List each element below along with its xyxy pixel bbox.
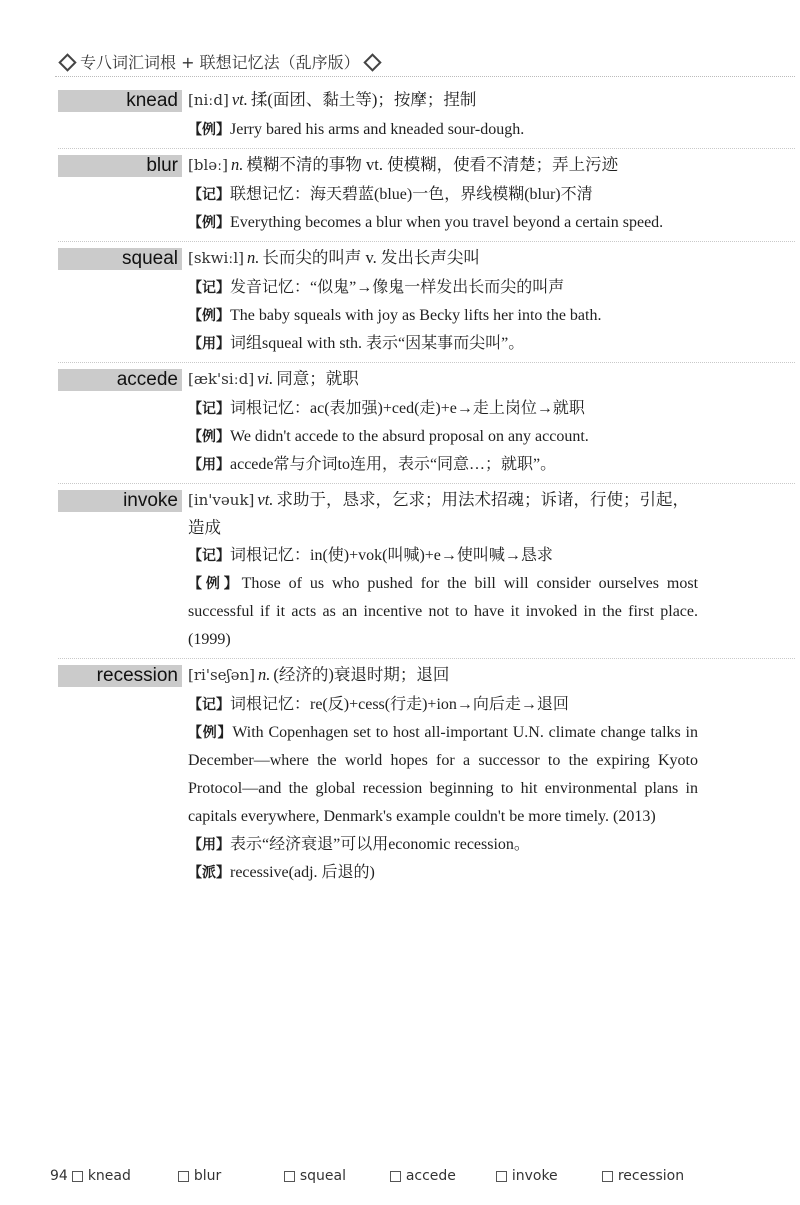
line-tag: 【例】	[188, 215, 230, 231]
part-of-speech: vi.	[257, 369, 274, 388]
part-of-speech: vt.	[231, 90, 248, 109]
line-tag: 【记】	[188, 548, 230, 564]
entry-squeal	[58, 244, 795, 363]
line-tag: 【用】	[188, 837, 230, 853]
memory-line	[188, 181, 698, 209]
line-tag: 【例】	[188, 576, 242, 592]
entry-accede	[58, 365, 795, 484]
line-text: 词根记忆：ac(表加强)+ced(走)+e→走上岗位→就职	[230, 400, 585, 417]
headword-bar	[58, 490, 182, 512]
headword: accede	[116, 369, 178, 390]
line-text: With Copenhagen set to host all-important U.N. climate change talks in December—where the world hopes for a successor to the expiring Kyoto Protocol—and the global recession beginning to hit environmental plans in capitals everywhere, Denmark's example couldn't be more timely. (2013)	[188, 724, 698, 825]
headword: blur	[146, 155, 178, 176]
line-text: 词根记忆：re(反)+cess(行走)+ion→向后走→退回	[230, 696, 569, 713]
line-tag: 【记】	[188, 187, 230, 203]
entry-knead	[58, 86, 795, 149]
line-text: 发音记忆：“似鬼”→像鬼一样发出长而尖的叫声	[230, 279, 565, 296]
header-title: 专八词汇词根 + 联想记忆法（乱序版）	[80, 52, 360, 72]
phonetic: [in'vəuk]	[188, 491, 255, 509]
memory-line	[188, 542, 698, 570]
line-text: The baby squeals with joy as Becky lifts her into the bath.	[230, 307, 602, 324]
page-header	[55, 48, 765, 74]
line-tag: 【例】	[188, 725, 233, 741]
headword: knead	[126, 90, 178, 111]
definition: 同意；就职	[276, 369, 359, 388]
footer-word-item[interactable]	[602, 1168, 708, 1184]
line-text: 表示“经济衰退”可以用economic recession。	[230, 836, 530, 853]
memory-line	[188, 691, 698, 719]
part-of-speech: n.	[257, 665, 271, 684]
page-number: 94	[50, 1168, 68, 1184]
footer-word: invoke	[511, 1168, 558, 1184]
example-line	[188, 209, 698, 237]
line-text: Those of us who pushed for the bill will consider ourselves most successful if it acts as an incentive not to have it invoked in the first place. (1999)	[188, 575, 699, 648]
line-text: 联想记忆：海天碧蓝(blue)一色，界线模糊(blur)不清	[230, 186, 593, 203]
usage-line	[188, 330, 698, 358]
line-text: recessive(adj. 后退的)	[230, 864, 375, 881]
diamond-icon	[363, 53, 381, 71]
footer-word-item[interactable]	[496, 1168, 602, 1184]
headword-bar	[58, 369, 182, 391]
entries-list	[0, 86, 800, 893]
checkbox-icon[interactable]	[602, 1171, 613, 1182]
definition: 求助于，恳求，乞求；用法术招魂；诉诸，行使；引起，造成	[188, 490, 689, 537]
headword: invoke	[123, 490, 178, 511]
checkbox-icon[interactable]	[284, 1171, 295, 1182]
footer-word-item[interactable]	[178, 1168, 284, 1184]
headword-bar	[58, 90, 182, 112]
definition-line	[188, 365, 698, 393]
line-tag: 【例】	[188, 308, 230, 324]
line-tag: 【例】	[188, 122, 230, 138]
phonetic: [bləː]	[188, 156, 229, 174]
example-line	[188, 302, 698, 330]
memory-line	[188, 395, 698, 423]
definition-line	[188, 244, 698, 272]
line-text: 词根记忆：in(使)+vok(叫喊)+e→使叫喊→恳求	[230, 547, 553, 564]
headword-bar	[58, 155, 182, 177]
definition: (经济的)衰退时期；退回	[273, 665, 450, 684]
line-tag: 【用】	[188, 457, 230, 473]
line-text: We didn't accede to the absurd proposal on any account.	[230, 428, 589, 445]
line-tag: 【记】	[188, 401, 230, 417]
entry-recession	[58, 661, 795, 891]
definition: 模糊不清的事物 vt. 使模糊，使看不清楚；弄上污迹	[246, 155, 619, 174]
phonetic: [ri'seʃən]	[188, 666, 255, 684]
definition-line	[188, 486, 698, 542]
line-tag: 【例】	[188, 429, 230, 445]
usage-line	[188, 451, 698, 479]
phonetic: [niːd]	[188, 91, 229, 109]
footer-word: blur	[193, 1168, 222, 1184]
line-text: accede常与介词to连用，表示“同意…；就职”。	[230, 456, 557, 473]
example-line	[188, 719, 698, 831]
footer-word-item[interactable]	[72, 1168, 178, 1184]
example-line	[188, 116, 698, 144]
memory-line	[188, 274, 698, 302]
headword: recession	[96, 665, 178, 686]
checkbox-icon[interactable]	[496, 1171, 507, 1182]
example-line	[188, 423, 698, 451]
entry-invoke	[58, 486, 795, 659]
definition: 长而尖的叫声 v. 发出长声尖叫	[262, 248, 480, 267]
definition: 揉(面团、黏土等)；按摩；捏制	[250, 90, 477, 109]
header-divider	[55, 76, 795, 77]
phonetic: [æk'siːd]	[188, 370, 255, 388]
line-tag: 【记】	[188, 280, 230, 296]
page-footer	[50, 1165, 750, 1187]
footer-word-item[interactable]	[284, 1168, 390, 1184]
definition-line	[188, 86, 698, 114]
headword-bar	[58, 665, 182, 687]
definition-line	[188, 661, 698, 689]
footer-word: accede	[405, 1168, 456, 1184]
usage-line	[188, 831, 698, 859]
checkbox-icon[interactable]	[178, 1171, 189, 1182]
example-line	[188, 570, 698, 654]
line-text: Everything becomes a blur when you travel beyond a certain speed.	[230, 214, 664, 231]
footer-word-item[interactable]	[390, 1168, 496, 1184]
line-tag: 【用】	[188, 336, 230, 352]
entry-blur	[58, 151, 795, 242]
checkbox-icon[interactable]	[72, 1171, 83, 1182]
part-of-speech: vt.	[257, 490, 274, 509]
footer-word: knead	[87, 1168, 131, 1184]
line-text: 词组squeal with sth. 表示“因某事而尖叫”。	[230, 335, 525, 352]
phonetic: [skwiːl]	[188, 249, 244, 267]
headword: squeal	[122, 248, 178, 269]
diamond-icon	[58, 53, 76, 71]
part-of-speech: n.	[246, 248, 260, 267]
footer-word: squeal	[299, 1168, 346, 1184]
headword-bar	[58, 248, 182, 270]
definition-line	[188, 151, 698, 179]
line-tag: 【派】	[188, 865, 230, 881]
derivative-line	[188, 859, 698, 887]
line-tag: 【记】	[188, 697, 230, 713]
checkbox-icon[interactable]	[390, 1171, 401, 1182]
line-text: Jerry bared his arms and kneaded sour-dough.	[230, 121, 525, 138]
part-of-speech: n.	[231, 155, 244, 174]
footer-word: recession	[617, 1168, 685, 1184]
